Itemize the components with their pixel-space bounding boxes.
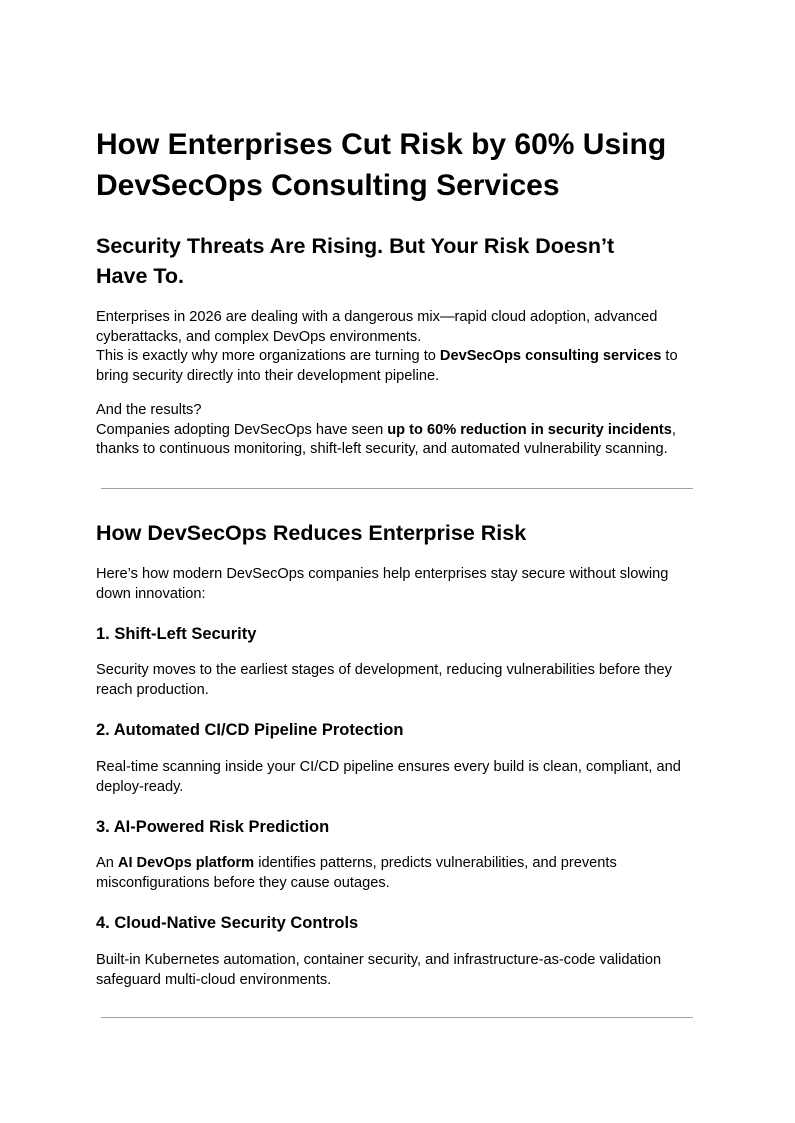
item-2-heading: 2. Automated CI/CD Pipeline Protection — [96, 721, 404, 739]
item-4-line-2: safeguard multi-cloud environments. — [96, 971, 332, 988]
intro-paragraph-2 — [96, 401, 696, 460]
item-1-line-1: Security moves to the earliest stages of development, reducing vulnerabilities before they — [96, 662, 672, 678]
intro-p1-line-1: Enterprises in 2026 are dealing with a dangerous mix—rapid cloud adoption, advanced — [96, 309, 658, 325]
item-1-heading: 1. Shift-Left Security — [96, 625, 257, 643]
intro-heading — [96, 231, 696, 291]
risk-reduction-emphasis: up to 60% reduction in security incidents — [387, 421, 672, 438]
title-line-1: How Enterprises Cut Risk by 60% Using — [96, 128, 667, 161]
intro-p2-line-2 — [96, 421, 696, 441]
item-2-body — [96, 758, 696, 797]
intro-p1-line-3 — [96, 347, 696, 367]
item-3-line-1 — [96, 854, 696, 874]
reduce-intro-line-1: Here’s how modern DevSecOps companies help enterprises stay secure without slowing — [96, 566, 669, 582]
item-3-body — [96, 854, 696, 893]
section-divider-1 — [101, 488, 693, 489]
intro-p1-line-4: bring security directly into their development pipeline. — [96, 367, 440, 384]
item-1-line-2: reach production. — [96, 681, 209, 698]
intro-p1-line-3-tail: to — [661, 348, 678, 364]
devsecops-consulting-services-emphasis: DevSecOps consulting services — [439, 348, 662, 364]
item-4-line-1: Built-in Kubernetes automation, container security, and infrastructure-as-code validation — [96, 952, 662, 968]
intro-p2-line-1: And the results? — [96, 402, 202, 418]
reduce-heading: How DevSecOps Reduces Enterprise Risk — [96, 521, 527, 545]
intro-p2-line-2-text: Companies adopting DevSecOps have seen — [96, 421, 388, 438]
item-2-line-1: Real-time scanning inside your CI/CD pipeline ensures every build is clean, compliant, and — [96, 759, 681, 775]
item-4-heading: 4. Cloud-Native Security Controls — [96, 914, 359, 932]
section-divider-2 — [101, 1017, 693, 1018]
item-3-line-1-text: An — [96, 855, 118, 871]
intro-p1-line-3-text: This is exactly why more organizations are turning to — [96, 348, 440, 364]
intro-p2-line-3: thanks to continuous monitoring, shift-left security, and automated vulnerability scanning. — [96, 441, 668, 457]
reduce-intro-paragraph — [96, 565, 696, 604]
intro-heading-line-2: Have To. — [96, 264, 185, 288]
item-3-line-1-tail: identifies patterns, predicts vulnerabilities, and prevents — [254, 855, 617, 871]
page-title — [96, 124, 696, 206]
title-line-2: DevSecOps Consulting Services — [96, 169, 560, 202]
item-3-line-2: misconfigurations before they cause outages. — [96, 874, 390, 891]
reduce-intro-line-2: down innovation: — [96, 585, 206, 602]
ai-devops-platform-emphasis: AI DevOps platform — [117, 855, 255, 871]
intro-p2-line-2-tail: , — [671, 421, 676, 438]
intro-p1-line-2: cyberattacks, and complex DevOps environments. — [96, 328, 422, 345]
item-2-line-2: deploy-ready. — [96, 778, 184, 795]
item-3-heading: 3. AI-Powered Risk Prediction — [96, 818, 330, 836]
intro-heading-line-1: Security Threats Are Rising. But Your Risk Doesn’t — [96, 234, 615, 258]
item-1-body — [96, 661, 696, 700]
item-4-body — [96, 951, 696, 990]
intro-paragraph-1 — [96, 308, 696, 386]
